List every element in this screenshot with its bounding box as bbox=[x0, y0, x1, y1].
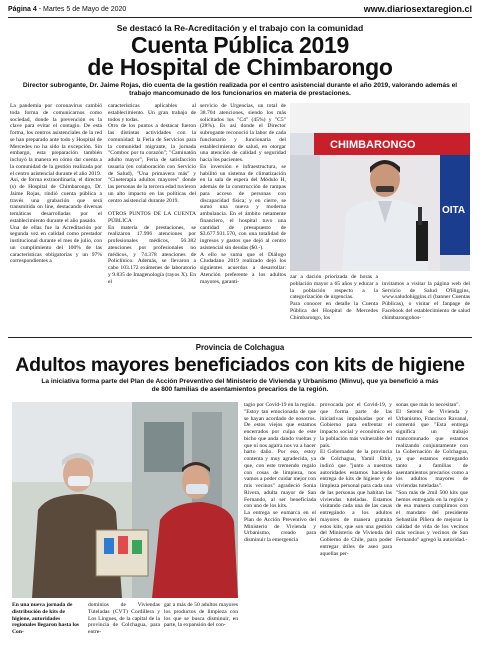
page-header bbox=[8, 4, 472, 16]
banner-side-text: OITA bbox=[442, 205, 466, 216]
issue-date: Martes 5 de Mayo de 2020 bbox=[43, 6, 127, 13]
article2-title: Adultos mayores beneficiados con kits de higiene bbox=[15, 354, 465, 376]
site-url[interactable]: www.diariosextaregion.cl bbox=[363, 4, 472, 14]
director-photo-illustration bbox=[290, 103, 470, 271]
delivery-photo-illustration bbox=[12, 402, 238, 598]
page-number: Página 4 bbox=[8, 6, 37, 13]
article1-column-5-text: invitamos a visitar la página web del Servicio de Salud O'Higgins, www.saludohiggins.cl (banner Cuentas Públicas), o visitar el fanpage de Facebook del establecimiento de salud chimbarongohos- bbox=[382, 280, 470, 321]
article1-column-3: servicio de Urgencias, un total de 38.704 atenciones, siendo los más solicitados los "C4" (45%) y "C5" (28%). Es así donde el Director subrogante reconoció la labor de cada funcionario y funcionaria del establecimiento de salud, en otorgar una atención de calidad y seguridad hacia los pacientes. En inversión e infraestructura, se habilitó un sistema de climatización en la sala de espera del Módulo H, además de la construcción de rampas para acceso de personas con discapacidad física; y en cierre, se sumó una nueva y moderna ambulancia. En el ámbito netamente financiero, el hospital tuvo una cantidad de presupuesto de $3.677.931.570, con una totalidad de ingresos y gastos que dejó al centro asistencial sin deudas ($0.-). A ello se suma que el Diálogo Ciudadano 2019 realizado dejó los siguientes acuerdos a desarrollar: Atención preferente a los adultos mayores, garanti- bbox=[200, 103, 286, 285]
article1-kicker: Se destacó la Re-Acreditación y el trabajo con la comunidad bbox=[116, 23, 364, 33]
article2-lead: La iniciativa forma parte del Plan de Acción Preventivo del Ministerio de Vivienda y Urbanismo (Minvu), que ya benefició a más de 800 familias de asentamientos precarios de la región. bbox=[41, 378, 439, 393]
article1-column-2: características aplicables al establecimiento. Un gran trabajo de todos y todas. Otro de los puntos a destacar fueron las distintas actividades con la comunidad: la Feria de Servicios para la comunidad migrante, la jornada "Comboc por tu corazón"; "Caminatón adulto mayor", Feria de satisfacción usuaria (en colaboración con Servicio de Salud), "Una primavera más" y "Cineterapia adultos mayores" donde las personas de la tercera edad tuvieron un alto impacto en las políticas del centro asistencial durante 2019. OTROS PUNTOS DE LA CUENTA PÚBLICA En materia de prestaciones, se realizaron 17.996 atenciones por profesionales médicos, 56.382 atenciones por profesionales no médicos, y 74.378 atenciones de Policlínico. Además, se llevaron a cabo 103.172 exámenes de laboratorio y 9.835 de Imagenología (rayos X). En el bbox=[108, 103, 196, 285]
header-rule bbox=[8, 17, 472, 18]
article2-caption: En una nueva jornada de distribución de kits de higiene, autoridades regionales llegaron hasta los Con- bbox=[12, 602, 80, 635]
article1-title-line2: de Hospital de Chimbarongo bbox=[87, 54, 393, 80]
article2-photo-delivery bbox=[12, 402, 238, 598]
article1-column-4: zar a dación priorizada de horas a población mayor a 65 años y educar a la población respecto a la categorización de urgencias. Para conocer en detalle la Cuenta Pública del Hospital de Mercedes Chimbarongo, los bbox=[290, 274, 378, 321]
banner-text: CHIMBARONGO bbox=[330, 139, 416, 151]
article1-photo-director bbox=[290, 103, 470, 271]
article2-column-2: dominios de Viviendas Tuteladas (CVT) Cordillera y Los Lingues, de la capital de la provincia de Colchagua, para entre- bbox=[88, 602, 160, 635]
article1-lead: Director subrogante, Dr. Jaime Rojas, dio cuenta de la gestión realizada por el centro asistencial durante el año 2019, valorando además el trabajo mancomunado de los funcionarios en materia de prestaciones. bbox=[22, 82, 458, 97]
article2-kicker: Provincia de Colchagua bbox=[195, 343, 285, 352]
article1-column-5 bbox=[382, 274, 470, 334]
article1-title-line1: Cuenta Pública 2019 bbox=[131, 32, 349, 58]
article2-column-3: gar a más de 50 adultos mayores los productos de limpieza con los que se busca disminuir, en parte, la expansión del con- bbox=[164, 602, 238, 629]
article1-column-1: La pandemia por coronavirus cambió toda forma de comunicarnos como sociedad, donde la prevención es la clave para evitar el contagio. De esta forma, los centros asistenciales de la red se han preparado ante todo y Hospital de Mercedes no ha sido la excepción. Sin embargo, esta preparación también incluyó la manera en cómo dar cuenta a la comunidad de la gestión realizada por el centro asistencial durante el año 2019. Así, de forma extraordinaria, el director (s) de Hospital de Chimbarongo, Dr. Jaime Rojas, rindió cuenta pública a través una grabación que será transmitida on line, destacando diversas temáticas desarrolladas por el establecimiento durante el año pasado. Una de ellas fue la Acreditación por segunda vez en calidad como prestador institucional durante el mes de julio, con un cumplimiento del 100% de las características obligatorias y un 97% correspondientes a bbox=[10, 103, 102, 265]
article-divider bbox=[8, 337, 472, 338]
article2-column-4: tagio por Covid-19 en la región. "Estoy tan emocionada de que se hayan acordado de nosotros. De estos viejos que estamos encerrados por culpa de este bicho que anda dando vueltas y que ni nos agarra nos va a hacer harto daño. Por eso, estoy contenta y muy agradecida, ya que, con este tremendo regalo con cosas de limpieza, nos vamos a poder cuidar mejor con mis vecinos" agradeció Sonia Rivera, adulta mayor de San Fernando, al ser beneficiada con uno de los kits. La entrega se enmarca en el Plan de Acción Preventivo del Ministerio de Vivienda y Urbanismo, creado para disminuir la emergencia bbox=[244, 402, 316, 543]
article2-column-5: provocada por el Covid-19, y que forma parte de las iniciativas impulsadas por el Gobierno para enfrentar el impacto social y económico en la población más vulnerable del país. El Gobernador de la provincia de Colchagua, Yamil Ethit, indicó que "junto a nuestras autoridades estamos haciendo entrega de kits de higiene y de limpieza personal para cada una de las personas que habitan las viviendas tuteladas. Estamos visitando cada una de las casas entregándo a los adultos mayores de manera gratuita estos kits, que son una gestión del Ministerio de Vivienda del Gobierno de Chile, para poder entregar útiles de aseo para aquellas per- bbox=[320, 402, 392, 557]
article2-column-6: sonas que más lo necesitan". El Seremi de Vivienda y Urbanismo, Francisco Ravanal, comentó que "Esta entrega significa un trabajo mancomunado que estamos realizando conjuntamente con la Gobernación de Colchagua, ya que estamos entregando tanto a familias de asentamientos precarios como a los adultos mayores de viviendas tuteladas". "Son más de 2mil 500 kits que hemos entregado en la región y de esa manera cumplimos con el mandato del presidente Sebastián Piñera de mejorar la calidad de vida de los vecinos más vecinos y vecinos de San Fernando" agregó la autoridad.- bbox=[396, 402, 468, 543]
page-date-line: Página 4 - Martes 5 de Mayo de 2020 bbox=[8, 6, 127, 13]
